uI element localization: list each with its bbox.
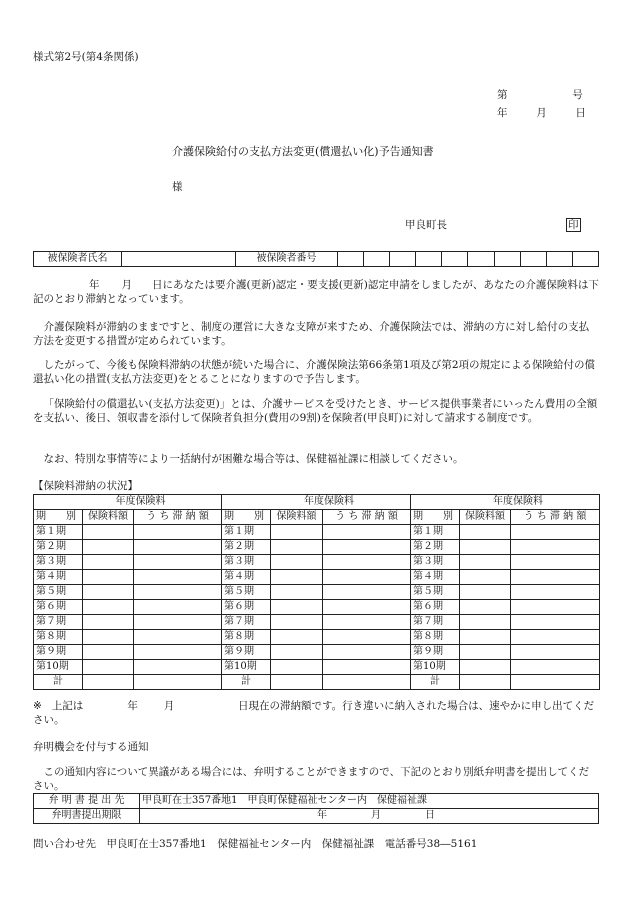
- note-mark: ※: [33, 700, 42, 712]
- year-header: [411, 495, 600, 510]
- period-label: 第８期: [411, 630, 460, 645]
- arrears-section-title: 【保険料滞納の状況】: [33, 480, 138, 492]
- premium-cell: [271, 660, 323, 675]
- period-label: 第５期: [34, 585, 83, 600]
- insured-person-table: [33, 251, 599, 267]
- arrears-cell: [323, 555, 411, 570]
- period-row: [34, 540, 600, 555]
- deadline-year: 年: [317, 810, 327, 822]
- year-header-text: 年度保険料: [115, 496, 166, 508]
- issuer: 甲良町長: [405, 219, 447, 231]
- arrears-note-text: 日現在の滞納額です。行き違いに納入された場合は、速やかに申し出てください。: [33, 700, 595, 726]
- premium-cell: [460, 600, 511, 615]
- period-label: 第３期: [222, 555, 271, 570]
- period-label: 第３期: [34, 555, 83, 570]
- arrears-cell: [511, 525, 600, 540]
- premium-cell: [83, 630, 134, 645]
- insured-number-digit: [416, 252, 442, 267]
- period-label: 第６期: [34, 600, 83, 615]
- total-row: [34, 675, 600, 690]
- arrears-cell: [134, 645, 222, 660]
- year-header-text: 年度保険料: [304, 496, 354, 508]
- period-label: 第７期: [34, 615, 83, 630]
- insured-name-label: 被保険者氏名: [34, 252, 122, 267]
- period-label: 第１期: [34, 525, 83, 540]
- premium-cell: [271, 555, 323, 570]
- period-row: [34, 630, 600, 645]
- note-year: 年: [127, 700, 138, 712]
- premium-cell: [271, 630, 323, 645]
- premium-cell: [83, 675, 134, 690]
- premium-cell: [271, 675, 323, 690]
- arrears-cell: [511, 540, 600, 555]
- arrears-cell: [323, 585, 411, 600]
- seal-stamp: [566, 218, 581, 233]
- arrears-cell: [511, 675, 600, 690]
- contact-info: 問い合わせ先 甲良町在士357番地1 保健福祉センター内 保健福祉課 電話番号38―5161: [33, 838, 478, 850]
- arrears-cell: [323, 570, 411, 585]
- col-premium: 保険料額: [460, 510, 511, 525]
- arrears-cell: [134, 540, 222, 555]
- premium-cell: [271, 540, 323, 555]
- submit-to-label: 弁 明 書 提 出 先: [34, 794, 140, 809]
- premium-cell: [271, 570, 323, 585]
- premium-cell: [460, 645, 511, 660]
- period-label: 第６期: [411, 600, 460, 615]
- insured-number-digit: [494, 252, 520, 267]
- period-row: [34, 660, 600, 675]
- p1-year: 年: [89, 279, 100, 291]
- arrears-cell: [323, 600, 411, 615]
- period-label: 第４期: [222, 570, 271, 585]
- period-label: 第６期: [222, 600, 271, 615]
- col-arrears: う ち 滞 納 額: [323, 510, 411, 525]
- premium-cell: [83, 585, 134, 600]
- period-label: 第１期: [411, 525, 460, 540]
- arrears-cell: [511, 570, 600, 585]
- premium-cell: [271, 585, 323, 600]
- deadline-label: 弁明書提出期限: [34, 809, 140, 824]
- premium-cell: [460, 615, 511, 630]
- arrears-cell: [323, 615, 411, 630]
- page-title: 介護保険給付の支払方法変更(償還払い化)予告通知書: [172, 145, 434, 158]
- period-row: [34, 600, 600, 615]
- period-label: 第２期: [34, 540, 83, 555]
- period-label: 第５期: [222, 585, 271, 600]
- insured-number-label: 被保険者番号: [236, 252, 338, 267]
- period-label: 第10期: [222, 660, 271, 675]
- paragraph-2: 介護保険料が滞納のままですと、制度の運営に大きな支障が来すため、介護保険法では、滞納の方に対し給付の支払方法を変更する措置が定められています。: [33, 321, 590, 347]
- arrears-cell: [134, 525, 222, 540]
- hearing-title: 弁明機会を付与する通知: [33, 741, 149, 753]
- arrears-cell: [511, 615, 600, 630]
- arrears-cell: [511, 645, 600, 660]
- period-label: 第９期: [34, 645, 83, 660]
- total-label: 計: [222, 675, 271, 690]
- period-label: 第９期: [222, 645, 271, 660]
- period-label: 第４期: [411, 570, 460, 585]
- date-day: 日: [575, 107, 586, 119]
- premium-cell: [460, 660, 511, 675]
- arrears-cell: [323, 630, 411, 645]
- period-label: 第８期: [34, 630, 83, 645]
- note-month: 月: [163, 700, 175, 712]
- period-label: 第３期: [411, 555, 460, 570]
- period-label: 第10期: [34, 660, 83, 675]
- col-arrears: う ち 滞 納 額: [511, 510, 600, 525]
- period-label: 第２期: [411, 540, 460, 555]
- col-arrears: う ち 滞 納 額: [134, 510, 222, 525]
- arrears-cell: [134, 570, 222, 585]
- period-row: [34, 525, 600, 540]
- col-period: 期 別: [222, 510, 271, 525]
- premium-cell: [271, 525, 323, 540]
- seal-mark: 印: [568, 219, 579, 231]
- arrears-cell: [323, 540, 411, 555]
- arrears-cell: [134, 555, 222, 570]
- year-header: [222, 495, 411, 510]
- period-label: 第４期: [34, 570, 83, 585]
- period-label: 第７期: [411, 615, 460, 630]
- period-label: 第９期: [411, 645, 460, 660]
- document-date-line: [497, 107, 586, 121]
- premium-cell: [460, 540, 511, 555]
- insured-number-digit: [546, 252, 572, 267]
- number-suffix: 号: [572, 89, 583, 101]
- arrears-cell: [134, 630, 222, 645]
- deadline-month: 月: [371, 810, 381, 822]
- form-number: 様式第2号(第4条関係): [33, 51, 139, 63]
- insured-number-digit: [338, 252, 364, 267]
- period-label: 第１期: [222, 525, 271, 540]
- submit-to-value: 甲良町在士357番地1 甲良町保健福祉センター内 保健福祉課: [140, 794, 599, 809]
- period-label: 第７期: [222, 615, 271, 630]
- arrears-cell: [323, 525, 411, 540]
- paragraph-4: 「保険給付の償還払い(支払方法変更)」とは、介護サービスを受けたとき、サービス提供事業者にいったん費用の全額を支払い、後日、領収書を添付して保険者負担分(費用の9割)を保険者(甲良町)に対して請求する制度です。: [33, 398, 598, 424]
- period-label: 第８期: [222, 630, 271, 645]
- number-prefix: 第: [497, 89, 508, 101]
- arrears-cell: [511, 600, 600, 615]
- arrears-cell: [323, 645, 411, 660]
- premium-cell: [271, 615, 323, 630]
- period-row: [34, 570, 600, 585]
- year-header: [34, 495, 222, 510]
- premium-cell: [83, 615, 134, 630]
- col-period: 期 別: [34, 510, 83, 525]
- period-label: 第２期: [222, 540, 271, 555]
- premium-cell: [83, 645, 134, 660]
- arrears-cell: [134, 660, 222, 675]
- date-year: 年: [497, 107, 508, 119]
- premium-cell: [460, 525, 511, 540]
- arrears-table: [33, 494, 600, 690]
- premium-cell: [83, 540, 134, 555]
- arrears-cell: [511, 660, 600, 675]
- period-row: [34, 585, 600, 600]
- premium-cell: [83, 525, 134, 540]
- premium-cell: [83, 600, 134, 615]
- deadline-day: 日: [425, 810, 435, 822]
- insured-number-digit: [468, 252, 494, 267]
- insured-number-digit: [364, 252, 390, 267]
- arrears-cell: [511, 585, 600, 600]
- arrears-cell: [323, 675, 411, 690]
- date-month: 月: [536, 107, 547, 119]
- premium-cell: [83, 660, 134, 675]
- insured-number-digit: [390, 252, 416, 267]
- insured-number-digit: [520, 252, 546, 267]
- col-premium: 保険料額: [83, 510, 134, 525]
- p1-text: 日にあなたは要介護(更新)認定・要支援(更新)認定申請をしましたが、あなたの介護保険料は下記のとおり滞納となっています。: [33, 279, 599, 305]
- arrears-cell: [134, 600, 222, 615]
- paragraph-5: なお、特別な事情等により一括納付が困難な場合等は、保健福祉課に相談してください。: [43, 453, 464, 465]
- arrears-cell: [134, 585, 222, 600]
- arrears-cell: [134, 675, 222, 690]
- premium-cell: [271, 600, 323, 615]
- premium-cell: [271, 645, 323, 660]
- paragraph-1: [33, 279, 599, 307]
- col-period: 期 別: [411, 510, 460, 525]
- premium-cell: [460, 675, 511, 690]
- premium-cell: [83, 555, 134, 570]
- arrears-cell: [511, 555, 600, 570]
- premium-cell: [460, 630, 511, 645]
- paragraph-3: したがって、今後も保険料滞納の状態が続いた場合に、介護保険法第66条第1項及び第2項の規定による保険給付の償還払い化の措置(支払方法変更)をとることになりますので予告します。: [33, 359, 596, 385]
- premium-cell: [460, 570, 511, 585]
- insured-name-value: [122, 252, 236, 267]
- arrears-cell: [323, 660, 411, 675]
- deadline-value: [140, 809, 599, 824]
- premium-cell: [460, 555, 511, 570]
- period-row: [34, 555, 600, 570]
- hearing-table: [33, 793, 599, 824]
- period-label: 第10期: [411, 660, 460, 675]
- period-row: [34, 645, 600, 660]
- insured-number-digit: [442, 252, 468, 267]
- period-row: [34, 615, 600, 630]
- hearing-text: この通知内容について異議がある場合には、弁明することができますので、下記のとおり別紙弁明書を提出してください。: [33, 766, 590, 792]
- period-label: 第５期: [411, 585, 460, 600]
- premium-cell: [460, 585, 511, 600]
- total-label: 計: [34, 675, 83, 690]
- note-a: 上記は: [51, 700, 84, 712]
- total-label: 計: [411, 675, 460, 690]
- premium-cell: [83, 570, 134, 585]
- col-premium: 保険料額: [271, 510, 323, 525]
- arrears-cell: [511, 630, 600, 645]
- p1-month: 月: [121, 279, 132, 291]
- insured-number-digit: [572, 252, 598, 267]
- recipient-suffix: 様: [172, 181, 183, 193]
- document-number-line: [497, 89, 583, 103]
- year-header-text: 年度保険料: [493, 496, 543, 508]
- arrears-cell: [134, 615, 222, 630]
